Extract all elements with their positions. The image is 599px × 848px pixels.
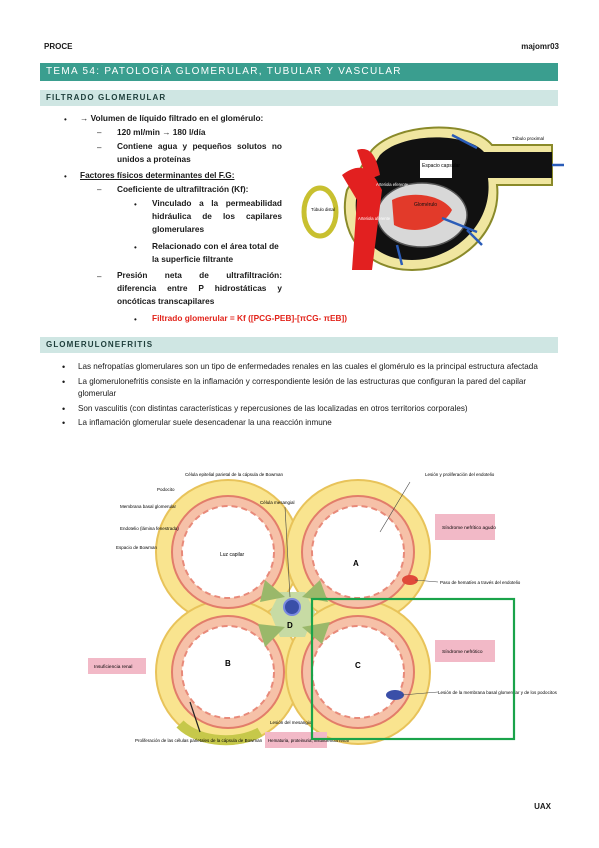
- dash: –: [97, 128, 102, 137]
- label-lesion-endotelio: Lesión y proliferación del endotelio: [425, 472, 495, 477]
- dash: –: [97, 185, 102, 194]
- contains-text-2: unidos a proteínas: [117, 154, 191, 164]
- kf-item2-a: Relacionado con el área total de: [152, 241, 279, 251]
- pressure-1: Presión neta de ultrafiltración:: [117, 270, 282, 280]
- kf-item1-a: Vinculado a la permeabilidad: [152, 198, 282, 208]
- label-proliferacion: Proliferación de las células parietales de la cápsula de Bowman: [135, 738, 263, 743]
- dash: –: [97, 143, 102, 152]
- gfr-formula: Filtrado glomerular = Kf ([PCG-PEB]-[πCG- πEB]): [152, 313, 348, 323]
- label-lesion-mesangio: Lesión del mesangio: [270, 720, 312, 725]
- contains-text-1: Contiene agua y pequeños solutos no: [117, 141, 282, 151]
- section-heading-filtrado: FILTRADO GLOMERULAR: [40, 90, 558, 106]
- section-heading-glomerulonefritis: GLOMERULONEFRITIS: [40, 337, 558, 353]
- label-c: C: [355, 661, 361, 670]
- list-item: • Son vasculitis (con distintas características y repercusiones de las localizadas en otros territorios corporales): [60, 403, 560, 416]
- box-sindrome-nefritico: Síndrome nefrítico agudo: [442, 526, 496, 531]
- box-sindrome-nefrotico: Síndrome nefrótico: [442, 650, 483, 655]
- label-podocito: Podocito: [157, 487, 175, 492]
- kf-label: Coeficiente de ultrafiltración (Kf):: [117, 184, 249, 194]
- label-paso-hematies: Paso de hematíes a través del endotelio: [440, 580, 521, 585]
- label-luz-capilar: Luz capilar: [220, 552, 245, 558]
- glomerulonefritis-list: [60, 361, 560, 432]
- label-a: A: [353, 559, 359, 568]
- pressure-3: oncóticas transcapilares: [117, 296, 215, 306]
- footer-label: UAX: [534, 802, 551, 811]
- bullet: •: [134, 200, 137, 209]
- list-item: • La inflamación glomerular suele desencadenar la una reacción inmune: [60, 417, 560, 430]
- glomerulonephritis-figure: [80, 462, 557, 754]
- label-b: B: [225, 659, 231, 668]
- label-d: D: [287, 621, 293, 630]
- list-item: • La glomerulonefritis consiste en la inflamación y correspondiente lesión de las estructuras que configuran la pared del capilar glomerular: [60, 376, 560, 401]
- label-endotelio: Endotelio (lámina fenestrada): [120, 526, 179, 531]
- kf-item1-b: hidráulica de los capilares: [152, 211, 282, 221]
- volume-label: → Volumen de líquido filtrado en el glomérulo:: [80, 113, 264, 123]
- bullet: •: [64, 115, 67, 124]
- label-mesangial: Célula mesangial: [260, 500, 295, 505]
- factors-heading: Factores físicos determinantes del F.G:: [80, 170, 235, 180]
- label-lesion-membrana: Lesión de la membrana basal glomerular y de los podocitos: [438, 690, 557, 695]
- kf-item1-c: glomerulares: [152, 224, 205, 234]
- header-right: majomr03: [521, 42, 559, 51]
- label-espacio-capsular: Espacio capsular: [422, 163, 461, 169]
- box-hematuria: Hematuria, proteinuria, insuficiencia renal: [268, 738, 349, 743]
- label-celula-epitelial: Célula epitelial parietal de la cápsula de Bowman: [185, 472, 284, 477]
- bullet: •: [64, 172, 67, 181]
- volume-value: 120 ml/min → 180 l/día: [117, 127, 206, 137]
- bullet: •: [134, 315, 137, 324]
- kf-item2-b: la superficie filtrante: [152, 254, 234, 264]
- label-arteriola-aferente: Arteriola aferente: [358, 216, 391, 221]
- label-espacio-bowman: Espacio de Bowman: [116, 545, 158, 550]
- list-item: • Las nefropatías glomerulares son un tipo de enfermedades renales en las cuales el glomérulo es la principal estructura afectada: [60, 361, 560, 374]
- page-title: TEMA 54: PATOLOGÍA GLOMERULAR, TUBULAR Y VASCULAR: [40, 63, 558, 81]
- header-left: PROCE: [44, 42, 73, 51]
- pressure-2: diferencia entre P hidrostáticas y: [117, 283, 282, 293]
- label-arteriola-eferente: Arteriola eferente: [376, 182, 409, 187]
- label-membrana: Membrana basal glomerular: [120, 504, 177, 509]
- bullet: •: [134, 243, 137, 252]
- glomerulus-diagram: [302, 120, 564, 280]
- box-insuficiencia-renal: Insuficiencia renal: [94, 665, 133, 670]
- dash: –: [97, 272, 102, 281]
- label-tubulo-distal: Túbulo distal: [311, 207, 335, 212]
- label-glomerulo: Glomérulo: [414, 202, 438, 208]
- label-tubulo-proximal: Túbulo proximal: [512, 136, 545, 141]
